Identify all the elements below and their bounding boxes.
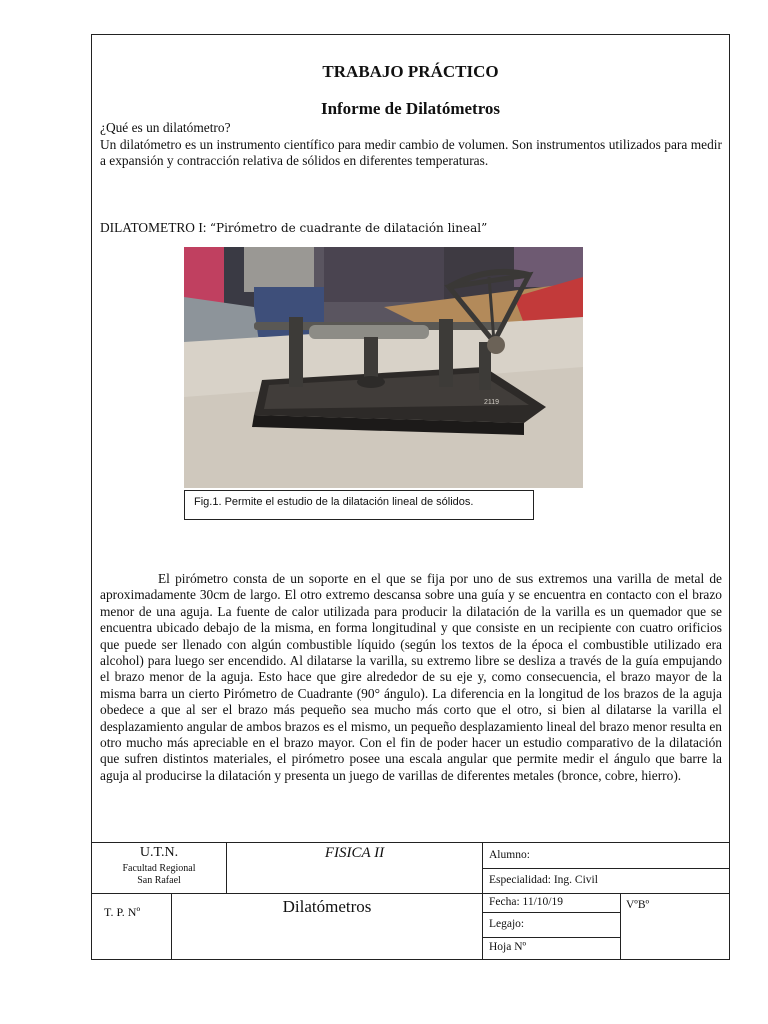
footer-row-line-1 (482, 868, 730, 869)
footer-row-line-4 (482, 937, 620, 938)
institution-name: U.T.N. (139, 845, 179, 860)
body-text (100, 571, 722, 784)
subject-name: FISICA II (324, 845, 385, 861)
intro-answer: Un dilatómetro es un instrumento científico para medir cambio de volumen. Son instrumentos utilizados para medir a expansión y contracción relativa de sólidos en diferentes temperaturas. (100, 136, 722, 168)
faculty-line-2: San Rafael (137, 875, 181, 886)
fecha-field: Fecha: 11/10/19 (489, 896, 563, 908)
tp-number-label: T. P. Nº (104, 905, 141, 919)
dilatometer-photo (184, 247, 583, 488)
footer-row-line-3 (482, 912, 620, 913)
plate-number: 2119 (484, 399, 500, 406)
topic-name: Dilatómetros (282, 897, 372, 916)
section-heading (100, 220, 487, 236)
body-paragraph: El pirómetro consta de un soporte en el que se fija por uno de sus extremos una varilla de metal de aproximadamente 30cm de largo. El otro extremo descansa sobre una guía y se encuentra en contacto con el brazo menor de una aguja. La fuente de calor utilizada para producir la dilatación de la varilla es un quemador que se encuentra ubicado debajo de la misma, en forma longitudinal y que consiste en un recipiente con cuatro orificios que puede ser llenado con algún combustible líquido (según los textos de la época el combustible utilizado era alcohol) para luego ser encendido. Al dilatarse la varilla, su extremo libre se desliza a través de la guía empujando el brazo menor de la aguja. Esto hace que gire alrededor de su eje y, como consecuencia, el brazo mayor de la misma barra un cierto Pirómetro de Cuadrante (90° ángulo). La diferencia en la longitud de los brazos de la aguja obedece a que al ser el brazo más pequeño sea mucho más corto que el otro, si bien al dilatarse la varilla el desplazamiento angular de ambos brazos es el mismo, un pequeño desplazamiento lineal del brazo menor resulta en otro mucho más apreciable en el brazo mayor. Con el fin de poder hacer un estudio comparativo de la dilatación que sufren distintos materiales, el pirómetro posee una escala angular que permite medir el ángulo que barre la aguja al producirse la dilatación y presenta un juego de varillas de diferentes metales (bronce, cobre, hierro). (100, 571, 722, 783)
section-label: DILATOMETRO I: (100, 220, 207, 235)
footer-divider-d (620, 893, 621, 960)
legajo-field: Legajo: (489, 918, 525, 930)
especialidad-field: Especialidad: Ing. Civil (489, 874, 598, 886)
document-title: TRABAJO PRÁCTICO (322, 62, 499, 81)
footer-top-line (91, 842, 730, 843)
footer-middle-line (91, 893, 482, 894)
intro-question: ¿Qué es un dilatómetro? (100, 120, 231, 135)
section-name: “Pirómetro de cuadrante de dilatación lineal” (209, 221, 488, 235)
footer-divider-c (482, 842, 483, 960)
faculty-line-1: Facultad Regional (122, 863, 196, 874)
vb-field: VºBº (626, 899, 650, 911)
hoja-field: Hoja Nº (489, 941, 527, 953)
document-subtitle: Informe de Dilatómetros (320, 99, 501, 118)
faculty-name (91, 863, 227, 887)
alumno-field: Alumno: (489, 849, 530, 861)
footer-row-line-2 (482, 893, 730, 894)
intro-block (100, 120, 722, 170)
figure-caption: Fig.1. Permite el estudio de la dilatación lineal de sólidos. (184, 490, 534, 520)
